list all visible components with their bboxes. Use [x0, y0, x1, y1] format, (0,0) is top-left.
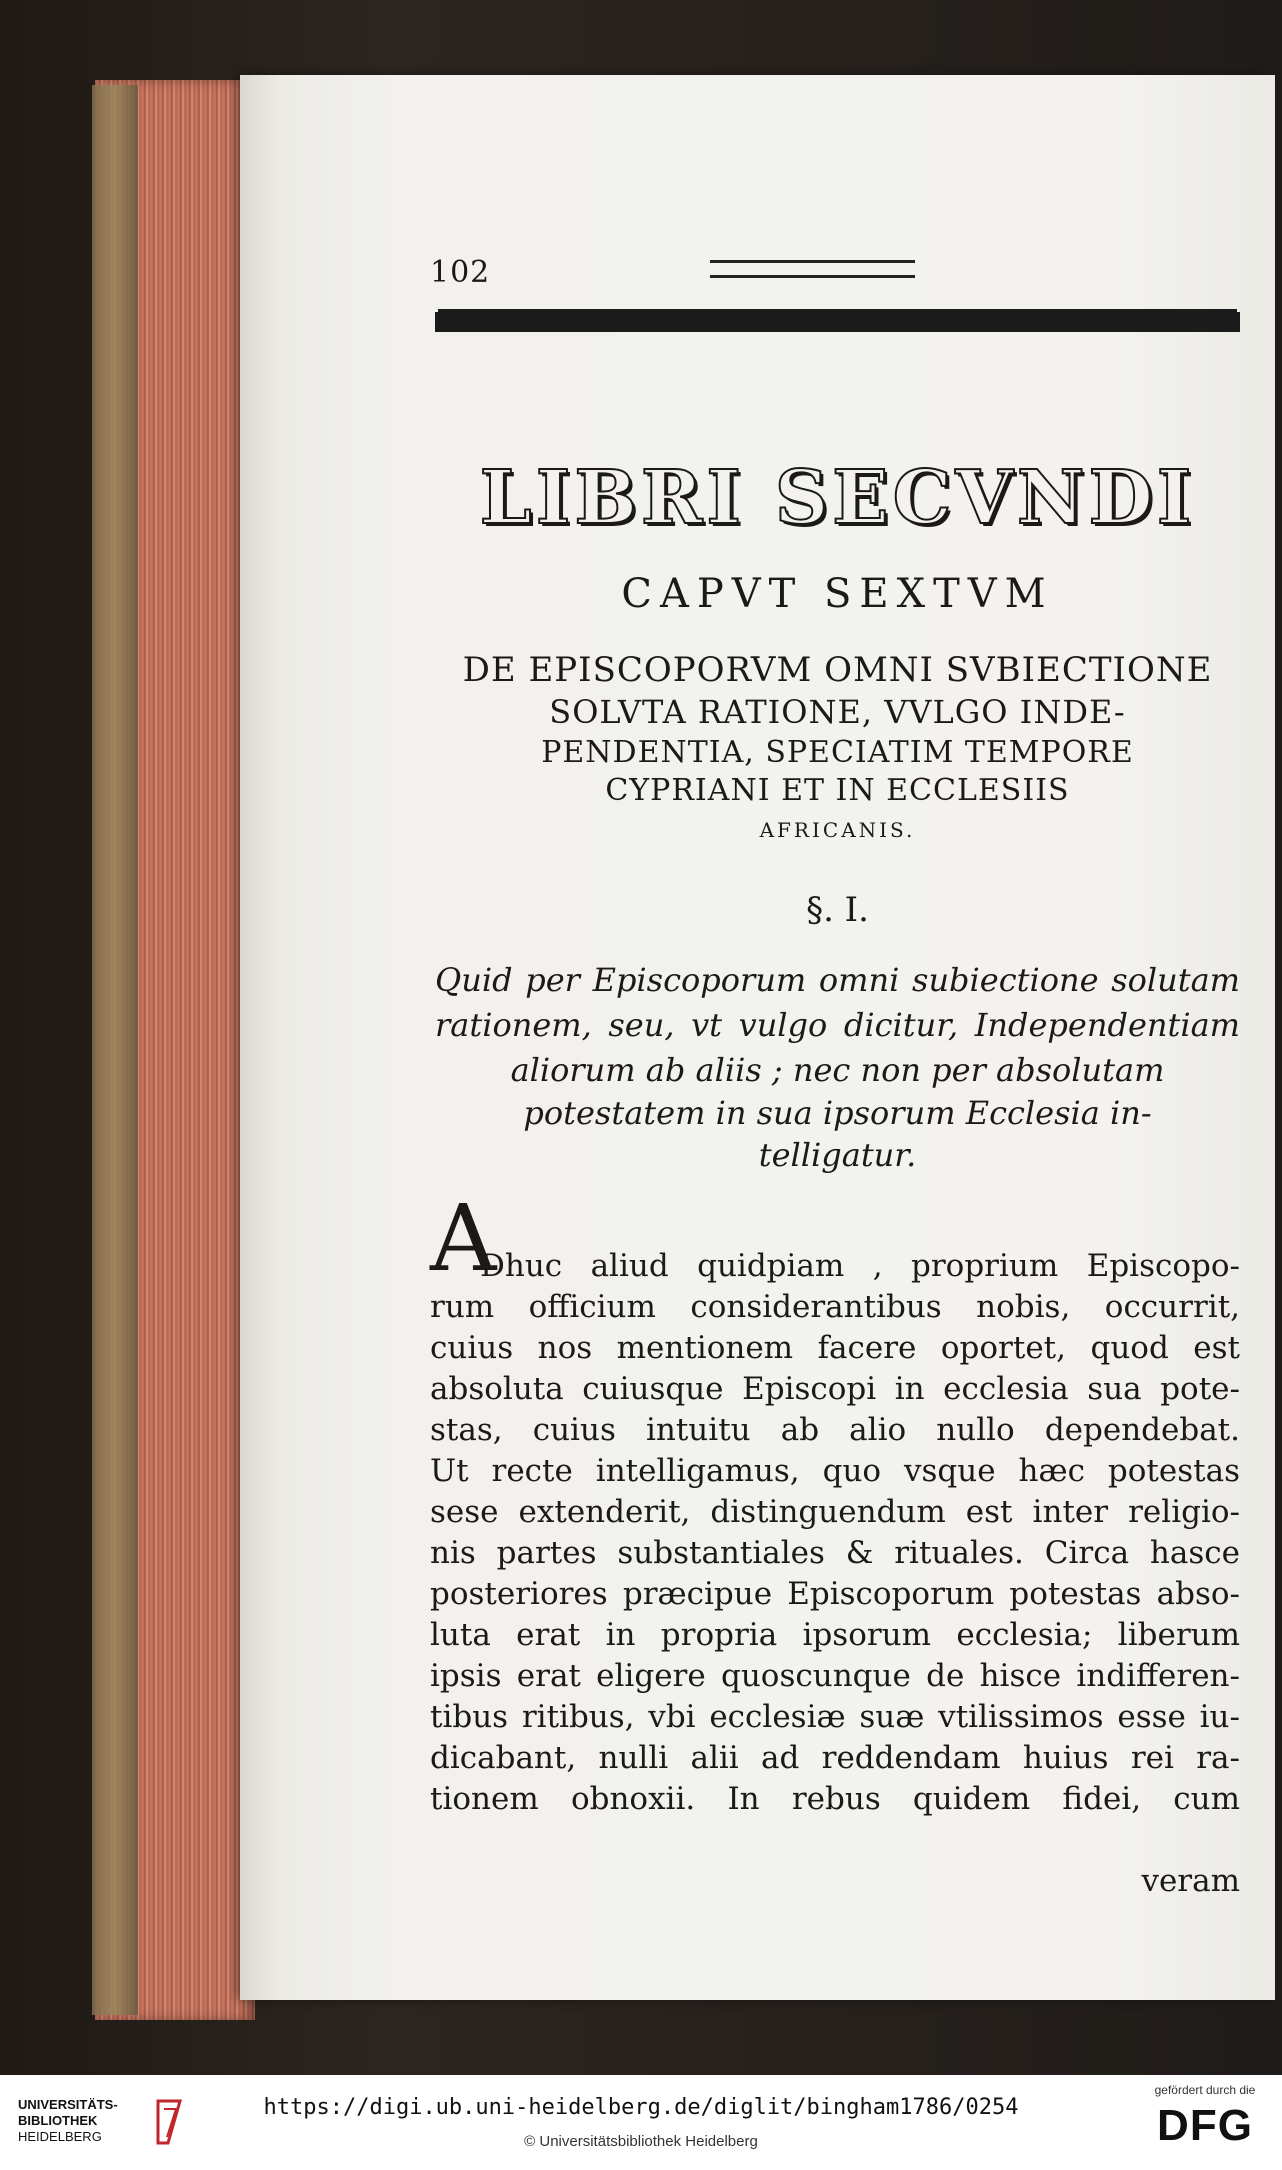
body-text-line: nis partes substantiales & rituales. Circa hasce: [430, 1535, 1240, 1571]
body-text-line: luta erat in propria ipsorum ecclesia; liberum: [430, 1617, 1240, 1653]
body-text-line: Ut recte intelligamus, quo vsque hæc potestas: [430, 1453, 1240, 1489]
dfg-wordmark: DFG: [1157, 2101, 1253, 2150]
chapter-heading-line: PENDENTIA, SPECIATIM TEMPORE: [541, 735, 1134, 770]
dfg-logo[interactable]: [1140, 2083, 1270, 2163]
body-text-line: stas, cuius intuitu ab alio nullo dependebat.: [430, 1412, 1240, 1448]
body-text-line: dicabant, nulli alii ad reddendam huius rei ra-: [430, 1740, 1240, 1776]
section-summary-line: potestatem in sua ipsorum Ecclesia in-: [523, 1094, 1152, 1132]
logo-text-line: UNIVERSITÄTS-: [18, 2097, 118, 2112]
page-number: 102: [430, 255, 491, 290]
catchword: veram: [1141, 1863, 1240, 1899]
chapter-title: CAPVT SEXTVM: [621, 571, 1054, 617]
section-summary-line: aliorum ab aliis ; nec non per absolutam: [510, 1051, 1165, 1089]
logo-text-line: HEIDELBERG: [18, 2129, 102, 2144]
chapter-heading-line: AFRICANIS.: [759, 818, 916, 842]
chapter-heading-line: SOLVTA RATIONE, VVLGO INDE-: [549, 693, 1126, 731]
section-summary-line: rationem, seu, vt vulgo dicitur, Independentiam: [435, 1006, 1240, 1044]
section-mark: §. I.: [806, 890, 869, 930]
permalink-url[interactable]: https://digi.ub.uni-heidelberg.de/diglit/bingham1786/0254: [263, 2095, 1019, 2120]
body-text-line: absoluta cuiusque Episcopi in ecclesia sua pote-: [430, 1371, 1240, 1407]
header-rule-short: [710, 260, 915, 278]
body-text-line: Dhuc aliud quidpiam , proprium Episcopo-: [480, 1248, 1240, 1284]
book-page: [240, 75, 1275, 2000]
body-text-line: tionem obnoxii. In rebus quidem fidei, cum: [430, 1781, 1240, 1817]
chapter-heading-line: DE EPISCOPORVM OMNI SVBIECTIONE: [462, 650, 1213, 690]
copyright-notice: © Universitätsbibliothek Heidelberg: [524, 2133, 758, 2150]
body-text-line: sese extenderit, distinguendum est inter religio-: [430, 1494, 1240, 1530]
body-text-line: cuius nos mentionem facere oportet, quod est: [430, 1330, 1240, 1366]
logo-text-line: BIBLIOTHEK: [18, 2113, 98, 2128]
book-title: LIBRI SECVNDI: [479, 455, 1196, 541]
body-text-line: rum officium considerantibus nobis, occurrit,: [430, 1289, 1240, 1325]
body-text-line: tibus ritibus, vbi ecclesiæ suæ vtilissimos esse iu-: [430, 1699, 1240, 1735]
section-summary-line: Quid per Episcoporum omni subiectione solutam: [435, 961, 1240, 999]
header-rule-wide: [435, 312, 1240, 332]
body-text-line: posteriores præcipue Episcoporum potestas abso-: [430, 1576, 1240, 1612]
dfg-caption: gefördert durch die: [1154, 2083, 1256, 2097]
chapter-heading-line: CYPRIANI ET IN ECCLESIIS: [605, 773, 1070, 808]
section-summary-line: telligatur.: [758, 1136, 917, 1174]
body-text-line: ipsis erat eligere quoscunque de hisce indifferen-: [430, 1658, 1240, 1694]
drop-cap: A: [430, 1185, 497, 1292]
footer-bar: [0, 2075, 1282, 2170]
book-binding: [92, 85, 138, 2015]
